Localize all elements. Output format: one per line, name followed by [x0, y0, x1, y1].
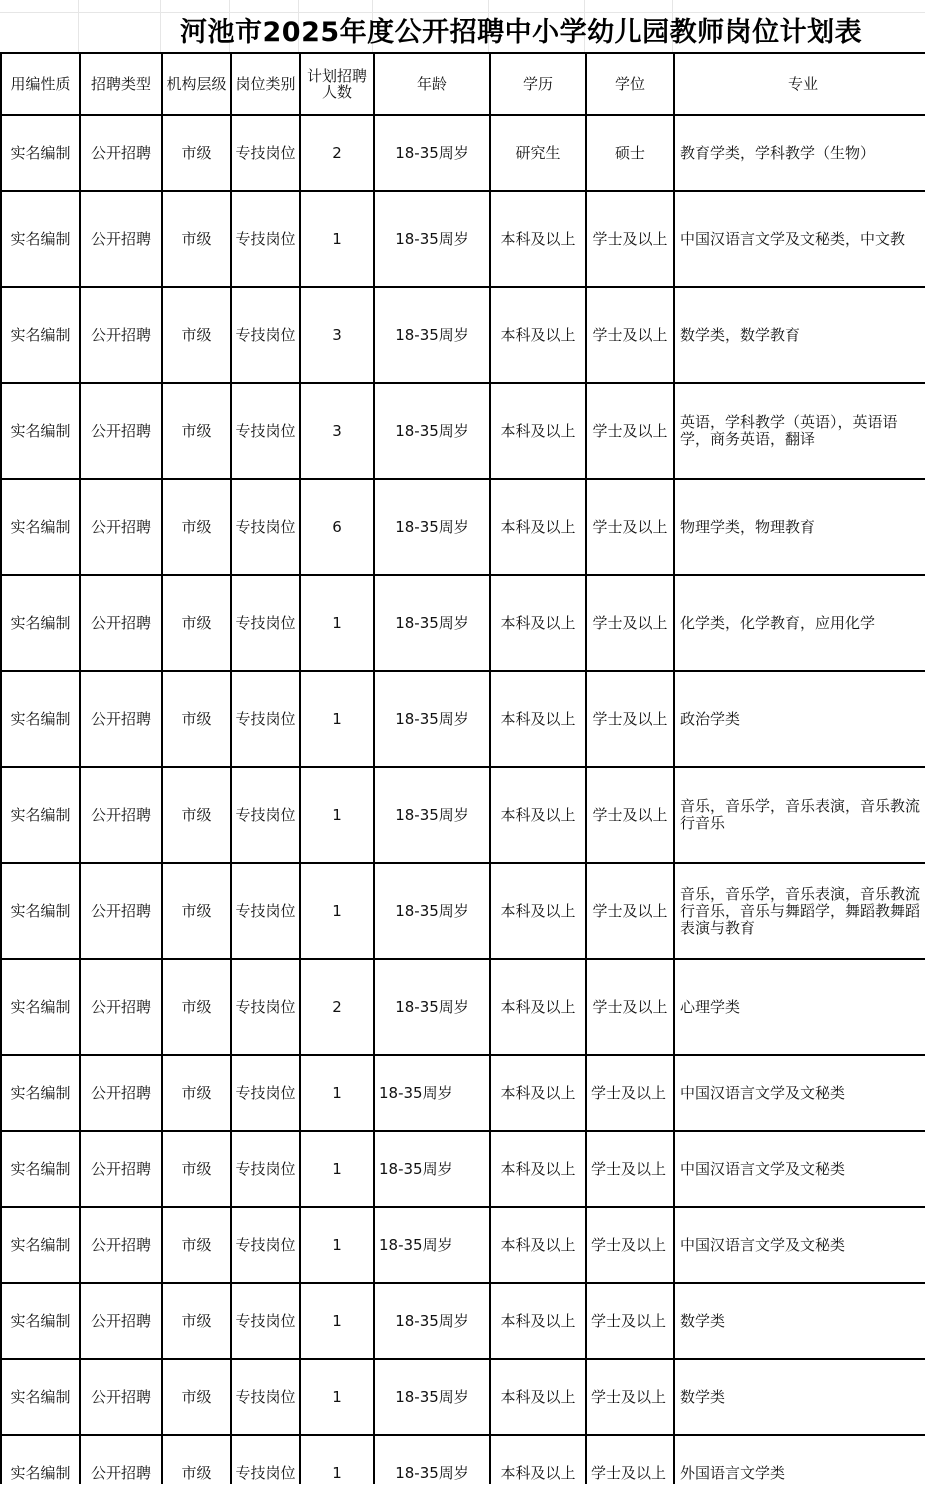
- table-row: [1, 287, 925, 383]
- cell-count[interactable]: 1: [300, 1055, 374, 1131]
- cell-count[interactable]: 2: [300, 115, 374, 191]
- cell-major[interactable]: 化学类，化学教育，应用化学: [674, 575, 925, 671]
- cell-level[interactable]: 市级: [162, 287, 231, 383]
- cell-education[interactable]: 本科及以上: [490, 1131, 586, 1207]
- cell-education[interactable]: 本科及以上: [490, 1055, 586, 1131]
- cell-type[interactable]: 公开招聘: [80, 767, 162, 863]
- cell-count[interactable]: 1: [300, 1283, 374, 1359]
- header-cell-degree[interactable]: 学位: [586, 53, 674, 115]
- cell-major[interactable]: 中国汉语言文学及文秘类，中文教: [674, 191, 925, 287]
- cell-degree[interactable]: 学士及以上: [586, 1435, 674, 1487]
- cell-age[interactable]: 18-35周岁: [374, 383, 490, 479]
- cell-category[interactable]: 专技岗位: [231, 1055, 300, 1131]
- cell-level[interactable]: 市级: [162, 1359, 231, 1435]
- table-row: [1, 1207, 925, 1283]
- cell-nature[interactable]: 实名编制: [1, 1283, 80, 1359]
- cell-major[interactable]: 外国语言文学类: [674, 1435, 925, 1487]
- cell-count[interactable]: 2: [300, 959, 374, 1055]
- cell-education[interactable]: 本科及以上: [490, 1283, 586, 1359]
- cell-nature[interactable]: 实名编制: [1, 115, 80, 191]
- table-row: [1, 767, 925, 863]
- cell-type[interactable]: 公开招聘: [80, 1131, 162, 1207]
- header-cell-type[interactable]: 招聘类型: [80, 53, 162, 115]
- cell-nature[interactable]: 实名编制: [1, 671, 80, 767]
- cell-type[interactable]: 公开招聘: [80, 115, 162, 191]
- cell-category[interactable]: 专技岗位: [231, 479, 300, 575]
- cell-level[interactable]: 市级: [162, 191, 231, 287]
- table-row: [1, 575, 925, 671]
- cell-category[interactable]: 专技岗位: [231, 671, 300, 767]
- table-row: [1, 1055, 925, 1131]
- cell-degree[interactable]: 学士及以上: [586, 1359, 674, 1435]
- cell-degree[interactable]: 学士及以上: [586, 767, 674, 863]
- cell-nature[interactable]: 实名编制: [1, 1359, 80, 1435]
- cell-age[interactable]: 18-35周岁: [374, 479, 490, 575]
- cell-count[interactable]: 1: [300, 1207, 374, 1283]
- cell-count[interactable]: 1: [300, 671, 374, 767]
- recruitment-plan-table: [0, 52, 925, 1487]
- cell-nature[interactable]: 实名编制: [1, 1131, 80, 1207]
- cell-major[interactable]: 心理学类: [674, 959, 925, 1055]
- cell-type[interactable]: 公开招聘: [80, 575, 162, 671]
- cell-major[interactable]: 数学类: [674, 1283, 925, 1359]
- cell-age[interactable]: 18-35周岁: [374, 1359, 490, 1435]
- cell-level[interactable]: 市级: [162, 1131, 231, 1207]
- cell-type[interactable]: 公开招聘: [80, 1055, 162, 1131]
- cell-degree[interactable]: 学士及以上: [586, 1283, 674, 1359]
- header-cell-count[interactable]: 计划招聘人数: [300, 53, 374, 115]
- cell-count[interactable]: 1: [300, 1359, 374, 1435]
- cell-education[interactable]: 本科及以上: [490, 191, 586, 287]
- cell-type[interactable]: 公开招聘: [80, 191, 162, 287]
- cell-category[interactable]: 专技岗位: [231, 1283, 300, 1359]
- cell-category[interactable]: 专技岗位: [231, 1435, 300, 1487]
- cell-major[interactable]: 音乐，音乐学，音乐表演，音乐教流行音乐: [674, 767, 925, 863]
- cell-nature[interactable]: 实名编制: [1, 1207, 80, 1283]
- cell-category[interactable]: 专技岗位: [231, 575, 300, 671]
- cell-nature[interactable]: 实名编制: [1, 575, 80, 671]
- cell-education[interactable]: 本科及以上: [490, 287, 586, 383]
- cell-category[interactable]: 专技岗位: [231, 1131, 300, 1207]
- cell-nature[interactable]: 实名编制: [1, 1435, 80, 1487]
- cell-category[interactable]: 专技岗位: [231, 863, 300, 959]
- cell-count[interactable]: 1: [300, 1435, 374, 1487]
- cell-count[interactable]: 1: [300, 863, 374, 959]
- cell-type[interactable]: 公开招聘: [80, 1435, 162, 1487]
- table-row: [1, 1131, 925, 1207]
- cell-type[interactable]: 公开招聘: [80, 479, 162, 575]
- cell-nature[interactable]: 实名编制: [1, 479, 80, 575]
- cell-degree[interactable]: 学士及以上: [586, 287, 674, 383]
- cell-age[interactable]: 18-35周岁: [374, 575, 490, 671]
- cell-degree[interactable]: 学士及以上: [586, 1131, 674, 1207]
- header-cell-major[interactable]: 专业: [674, 53, 925, 115]
- header-cell-education[interactable]: 学历: [490, 53, 586, 115]
- cell-age[interactable]: 18-35周岁: [374, 1207, 490, 1283]
- cell-category[interactable]: 专技岗位: [231, 287, 300, 383]
- cell-type[interactable]: 公开招聘: [80, 383, 162, 479]
- table-row: [1, 479, 925, 575]
- cell-count[interactable]: 3: [300, 383, 374, 479]
- cell-nature[interactable]: 实名编制: [1, 287, 80, 383]
- cell-level[interactable]: 市级: [162, 767, 231, 863]
- cell-major[interactable]: 政治学类: [674, 671, 925, 767]
- cell-age[interactable]: 18-35周岁: [374, 287, 490, 383]
- cell-education[interactable]: 本科及以上: [490, 479, 586, 575]
- cell-age[interactable]: 18-35周岁: [374, 959, 490, 1055]
- cell-level[interactable]: 市级: [162, 479, 231, 575]
- cell-count[interactable]: 6: [300, 479, 374, 575]
- cell-nature[interactable]: 实名编制: [1, 959, 80, 1055]
- cell-degree[interactable]: 学士及以上: [586, 1207, 674, 1283]
- cell-degree[interactable]: 学士及以上: [586, 959, 674, 1055]
- cell-major[interactable]: 数学类: [674, 1359, 925, 1435]
- cell-count[interactable]: 1: [300, 191, 374, 287]
- cell-category[interactable]: 专技岗位: [231, 115, 300, 191]
- cell-category[interactable]: 专技岗位: [231, 383, 300, 479]
- cell-count[interactable]: 1: [300, 575, 374, 671]
- cell-age[interactable]: 18-35周岁: [374, 767, 490, 863]
- cell-education[interactable]: 本科及以上: [490, 1207, 586, 1283]
- cell-education[interactable]: 研究生: [490, 115, 586, 191]
- cell-education[interactable]: 本科及以上: [490, 383, 586, 479]
- table-row: [1, 959, 925, 1055]
- cell-degree[interactable]: 学士及以上: [586, 191, 674, 287]
- cell-degree[interactable]: 学士及以上: [586, 671, 674, 767]
- header-cell-category[interactable]: 岗位类别: [231, 53, 300, 115]
- cell-major[interactable]: 中国汉语言文学及文秘类: [674, 1207, 925, 1283]
- cell-degree[interactable]: 学士及以上: [586, 383, 674, 479]
- header-cell-level[interactable]: 机构层级: [162, 53, 231, 115]
- cell-major[interactable]: 中国汉语言文学及文秘类: [674, 1055, 925, 1131]
- cell-type[interactable]: 公开招聘: [80, 1283, 162, 1359]
- cell-degree[interactable]: 硕士: [586, 115, 674, 191]
- cell-education[interactable]: 本科及以上: [490, 1435, 586, 1487]
- cell-age[interactable]: 18-35周岁: [374, 1283, 490, 1359]
- cell-age[interactable]: 18-35周岁: [374, 191, 490, 287]
- cell-age[interactable]: 18-35周岁: [374, 1131, 490, 1207]
- cell-count[interactable]: 1: [300, 767, 374, 863]
- cell-major[interactable]: 英语，学科教学（英语），英语语学，商务英语，翻译: [674, 383, 925, 479]
- cell-category[interactable]: 专技岗位: [231, 191, 300, 287]
- cell-age[interactable]: 18-35周岁: [374, 1055, 490, 1131]
- table-row: [1, 671, 925, 767]
- cell-major[interactable]: 物理学类，物理教育: [674, 479, 925, 575]
- cell-level[interactable]: 市级: [162, 1207, 231, 1283]
- cell-nature[interactable]: 实名编制: [1, 1055, 80, 1131]
- cell-education[interactable]: 本科及以上: [490, 863, 586, 959]
- table-row: [1, 1283, 925, 1359]
- table-row: [1, 1435, 925, 1487]
- cell-nature[interactable]: 实名编制: [1, 191, 80, 287]
- cell-level[interactable]: 市级: [162, 383, 231, 479]
- header-cell-age[interactable]: 年龄: [374, 53, 490, 115]
- cell-major[interactable]: 数学类，数学教育: [674, 287, 925, 383]
- cell-level[interactable]: 市级: [162, 575, 231, 671]
- cell-category[interactable]: 专技岗位: [231, 767, 300, 863]
- cell-level[interactable]: 市级: [162, 959, 231, 1055]
- cell-education[interactable]: 本科及以上: [490, 1359, 586, 1435]
- cell-category[interactable]: 专技岗位: [231, 959, 300, 1055]
- cell-education[interactable]: 本科及以上: [490, 575, 586, 671]
- cell-education[interactable]: 本科及以上: [490, 767, 586, 863]
- cell-major[interactable]: 中国汉语言文学及文秘类: [674, 1131, 925, 1207]
- cell-count[interactable]: 3: [300, 287, 374, 383]
- cell-age[interactable]: 18-35周岁: [374, 115, 490, 191]
- table-row: [1, 115, 925, 191]
- sheet-title[interactable]: 河池市2025年度公开招聘中小学幼儿园教师岗位计划表: [180, 17, 863, 48]
- cell-education[interactable]: 本科及以上: [490, 959, 586, 1055]
- table-row: [1, 863, 925, 959]
- cell-nature[interactable]: 实名编制: [1, 767, 80, 863]
- table-row: [1, 191, 925, 287]
- cell-nature[interactable]: 实名编制: [1, 383, 80, 479]
- cell-age[interactable]: 18-35周岁: [374, 671, 490, 767]
- cell-education[interactable]: 本科及以上: [490, 671, 586, 767]
- cell-category[interactable]: 专技岗位: [231, 1207, 300, 1283]
- cell-type[interactable]: 公开招聘: [80, 1359, 162, 1435]
- cell-degree[interactable]: 学士及以上: [586, 575, 674, 671]
- header-cell-nature[interactable]: 用编性质: [1, 53, 80, 115]
- cell-level[interactable]: 市级: [162, 115, 231, 191]
- cell-level[interactable]: 市级: [162, 1283, 231, 1359]
- cell-degree[interactable]: 学士及以上: [586, 1055, 674, 1131]
- cell-type[interactable]: 公开招聘: [80, 1207, 162, 1283]
- cell-type[interactable]: 公开招聘: [80, 671, 162, 767]
- cell-category[interactable]: 专技岗位: [231, 1359, 300, 1435]
- cell-age[interactable]: 18-35周岁: [374, 863, 490, 959]
- cell-degree[interactable]: 学士及以上: [586, 863, 674, 959]
- cell-type[interactable]: 公开招聘: [80, 959, 162, 1055]
- table-row: [1, 383, 925, 479]
- cell-count[interactable]: 1: [300, 1131, 374, 1207]
- cell-age[interactable]: 18-35周岁: [374, 1435, 490, 1487]
- cell-major[interactable]: 教育学类，学科教学（生物）: [674, 115, 925, 191]
- cell-level[interactable]: 市级: [162, 1435, 231, 1487]
- cell-level[interactable]: 市级: [162, 1055, 231, 1131]
- cell-major[interactable]: 音乐，音乐学，音乐表演，音乐教流行音乐，音乐与舞蹈学，舞蹈教舞蹈表演与教育: [674, 863, 925, 959]
- cell-type[interactable]: 公开招聘: [80, 287, 162, 383]
- cell-nature[interactable]: 实名编制: [1, 863, 80, 959]
- cell-type[interactable]: 公开招聘: [80, 863, 162, 959]
- cell-level[interactable]: 市级: [162, 671, 231, 767]
- table-row: [1, 1359, 925, 1435]
- table-header-row: [1, 53, 925, 115]
- cell-degree[interactable]: 学士及以上: [586, 479, 674, 575]
- cell-level[interactable]: 市级: [162, 863, 231, 959]
